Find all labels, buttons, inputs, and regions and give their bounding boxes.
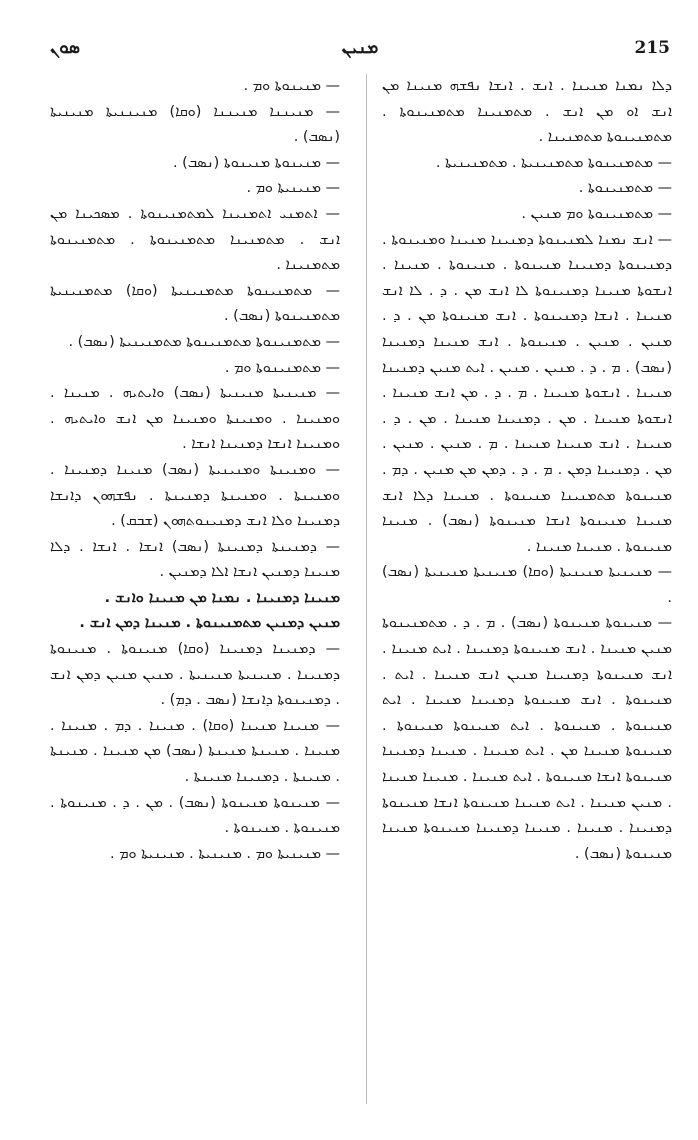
entry-paragraph: — ܡܢܝܢܐ ܡܢܝܢܐ (ܘܩܐ) . ܡܢܝܢܐ . ܕܡ . ܡܢܝܢܐ . ܡܢܝܢܐ . ܡܢܝܢܬܐ ܡܢܝܢܬܐ (ܢܣܒ) ܡܢ ܡܢܝܢܐ . ܡܢܝܢܬܐ . ܡܢܝܢܬܐ . ܕܡܢܝܢܐ ܡܢܝܢܬܐ .	[50, 717, 340, 786]
entry-paragraph: ܕܠܐ ܢܡܢܐ ܡܢܝܢܐ . ܐܢܫ . ܐܢܫܐ ܢܦܫܗ ܡܢܝܢܐ ܡܢ ܐܢܫ ܐܘ ܡܢ ܐܢܫ . ܡܬܡܢܝܢܐ ܡܬܡܢܝܢܘܬܐ . ܡܬܡܢܝܢܘܬܐ ܡܬܡܢܝܢܐ .	[382, 78, 672, 146]
page-number: 215	[634, 38, 670, 58]
entry-paragraph: — ܡܢܝܢܝܬܐ ܡܢܝܢܝܬܐ (ܢܣܒ) ܘܐܝܬܝܗ . ܡܢܝܢܐ . ܘܡܢܝܢܐ . ܘܡܢܝܢܬܐ ܘܡܢܝܢܐ ܡܢ ܐܢܫ ܘܐܝܬܝܗ . ܘܡܢܝܢܐ ܐܢܫܐ ܕܡܢܝܢܐ ܐܢܫܐ .	[50, 385, 340, 453]
entry-paragraph: — ܐܬܡܢܝ ܐܬܡܢܝܢܐ ܠܡܬܡܢܝܢܘܬܐ . ܡܣܟܝܢܐ ܡܢ ܐܢܫ . ܡܬܡܢܝܢܐ ܡܬܡܢܝܢܘܬܐ . ܡܬܡܢܝܢܘܬܐ ܡܬܡܢܝܢܐ .	[50, 205, 340, 274]
entry-paragraph: — ܕܡܢܝܢܐ ܕܡܢܝܢܐ (ܘܩܐ) ܡܢܝܢܘܬܐ . ܡܢܝܢܘܬܐ ܕܡܢܝܢܐ . ܡܢܝܢܝܬܐ ܡܢܝܢܝܬܐ . ܡܢܝܢ ܡܢܝܢ ܕܡܢ ܐܢܫ . ܕܡܢܝܢܘܬܐ ܕܐܢܫܐ (ܢܣܒ . ܕܡ) .	[50, 641, 340, 709]
entry-paragraph: — ܡܢܝܢܘܬܐ ܡܢܝܢܘܬܐ (ܢܣܒ) . ܡܢ . ܕ . ܡܢܝܢܘܬܐ . ܡܢܝܢܘܬܐ . ܡܢܝܢܘܬܐ .	[50, 794, 340, 837]
left-column	[50, 74, 340, 1114]
entry-paragraph: — ܡܢܝܢܘܬܐ ܡܢܝܢܘܬܐ (ܢܣܒ) . ܡ . ܕ . ܡܬܡܢܝܢܘܬܐ ܡܢܝܢ ܡܢܝܢܐ . ܐܢܫ ܡܢܝܢܘܬܐ ܕܡܢܝܢܐ . ܐܝܬ ܡܢܝܢܐ . ܐܢܫ ܡܢܝܢܘܬܐ ܕܡܢܝܢܐ ܡܢܝܢ ܐܢܫ ܡܢܝܢܐ . ܐܝܬ . ܡܢܝܢܘܬܐ . ܐܢܫ ܡܢܝܢܘܬܐ ܕܡܢܝܢܐ ܡܢܝܢܐ . ܐܝܬ ܡܢܝܢܘܬܐ . ܡܢܝܢܘܬܐ . ܐܝܬ ܡܢܝܢܘܬܐ ܡܢܝܢܘܬܐ . ܡܢܝܢܘܬܐ ܡܢܝܢܐ ܡܢ . ܐܝܬ ܡܢܝܢܐ . ܡܢܝܢܐ ܕܡܢܝܢܐ ܡܢܝܢܘܬܐ ܐܢܫܐ ܡܢܝܢܘܬܐ . ܐܝܬ ܡܢܝܢܐ . ܡܢܝܢܐ ܡܢܝܢܐ . ܡܢܝܢ ܡܢܝܢܐ . ܐܝܬ ܡܢܝܢܐ ܡܢܝܢܘܬܐ ܐܢܫܐ ܡܢܝܢܘܬܐ ܕܡܢܝܢܐ . ܡܢܝܢܐ . ܡܢܝܢܐ ܕܡܢܝܢܐ ܡܢܝܢܘܬܐ ܡܢܝܢܐ ܡܢܝܢܘܬܐ (ܢܣܒ) .	[382, 615, 672, 862]
column-divider	[366, 74, 367, 1104]
entry-paragraph: — ܡܬܡܢܝܢܘܬܐ ܡܬܡܢܝܢܝܬܐ . ܡܬܡܢܝܢܝܬܐ .	[435, 154, 672, 171]
entry-paragraph: — ܡܬܡܢܝܢܘܬܐ ܡܬܡܢܝܢܝܬܐ (ܘܩܐ) ܡܬܡܢܝܢܝܬܐ ܡܬܡܢܝܢܘܬܐ (ܢܣܒ) .	[50, 282, 340, 325]
entry-paragraph: — ܡܢܝܢܝܬܐ ܘܡ . ܡܢܝܢܝܬܐ . ܡܢܝܢܝܬܐ ܘܡ .	[110, 845, 340, 862]
running-head-center: ܡܢܝܢ	[341, 38, 379, 58]
headword-paragraph: ܡܢܝܢܐ ܕܡܢܝܢܐ . ܢܡܢܐ ܡܢ ܡܢܝܢܐ ܘܐܢܫ .	[104, 589, 340, 606]
entry-paragraph: — ܐܢܫ ܢܡܢܐ ܠܡܢܝܢܘܬܐ ܕܡܢܝܢܐ ܡܢܝܢܐ ܘܡܢܝܢܘܬܐ . ܕܡܢܝܢܘܬܐ ܕܡܢܝܢܐ ܡܢܝܢܘܬܐ . ܡܢܝܢܘܬܐ . ܡܢܝܢܐ . ܐܢܫܘܬܐ ܡܢܝܢܐ ܕܡܢܝܢܘܬܐ ܠܐ ܐܢܫ ܡܢ . ܕ . ܠܐ ܐܢܫ ܡܢܝܢܐ . ܐܢܫܐ ܕܡܢܝܢܘܬܐ . ܐܢܫ ܡܢܝܢܘܬܐ ܡܢ . ܕ . ܡܢܝܢ . ܡܢܝܢ . ܡܢܝܢܘܬܐ . ܐܢܫ ܡܢܝܢܐ ܕܡܢܝܢܐ (ܢܣܒ) . ܡ . ܕ . ܡܢܝܢ . ܡܢܝܢ . ܐܝܬ ܡܢܝܢ ܕܡܢܝܢܐ ܡܢܝܢܐ . ܐܢܫܘܬܐ ܡܢܝܢܐ . ܡ . ܕ . ܡܢ ܐܢܫ ܡܢܝܢܐ . ܐܢܫܘܬܐ ܡܢܝܢܐ . ܡܢ . ܕܡܢܝܢܐ ܡܢܝܢܐ . ܡܢ . ܕ . ܡܢܝܢܐ . ܐܢܫ ܡܢܝܢܐ ܡܢܝܢܐ . ܡ . ܡܢܝܢ . ܡܢܝܢ . ܡܢ . ܕܡܢܝܢܐ ܕܡܢ . ܡ . ܕ . ܕܡܢ ܡܢ ܡܢܝܢ . ܕܡ . ܡܢܝܢܘܬܐ ܡܬܡܢܝܢܐ ܡܢܝܢܘܬܐ . ܡܢܝܢܐ ܕܠܐ ܐܢܫ ܡܢܝܢܐ ܡܢܝܢܘܬܐ ܐܢܫܐ ܡܢܝܢܘܬܐ (ܢܣܒ) . ܡܢܝܢܐ ܡܢܝܢܘܬܐ . ܡܢܝܢܐ ܡܢܝܢܐ .	[382, 231, 672, 555]
entry-paragraph: — ܡܢܝܢܝܬܐ ܘܡ .	[246, 180, 340, 197]
entry-paragraph: — ܡܢܝܢܝܬܐ ܡܢܝܢܝܬܐ (ܘܩܐ) ܡܢܝܢܝܬܐ ܡܢܝܢܝܬܐ (ܢܣܒ) .	[382, 564, 672, 606]
running-head-left: ܣܘܢ	[50, 38, 80, 58]
entry-paragraph: — ܕܡܢܝܢܬܐ ܕܡܢܝܢܬܐ (ܢܣܒ) ܐܢܫܐ . ܐܢܫܐ . ܕܠܐ ܡܢܝܢܐ ܕܡܢܝܢ ܐܢܫܐ ܐܠܐ ܕܡܢܝܢ .	[50, 538, 340, 581]
entry-paragraph: — ܡܢܝܢܘܬܐ ܘܡ .	[243, 78, 340, 94]
headword-paragraph: ܡܢܝܢ ܕܡܢܝܢ ܡܬܡܢܝܢܘܬܐ . ܡܢܝܢܐ ܕܡܢ ܐܢܫ .	[79, 615, 340, 632]
entry-paragraph: — ܡܬܡܢܝܢܘܬܐ ܘܡ ܡܢܝܢ .	[521, 205, 672, 222]
page-header	[50, 38, 670, 68]
entry-paragraph: — ܡܬܡܢܝܢܘܬܐ ܘܡ .	[224, 359, 340, 376]
entry-paragraph: — ܡܬܡܢܝܢܘܬܐ ܡܬܡܢܝܢܘܬܐ ܡܬܡܢܝܢܝܬܐ (ܢܣܒ) .	[68, 333, 340, 350]
entry-paragraph: — ܡܬܡܢܝܢܘܬܐ .	[578, 180, 672, 197]
entry-paragraph: — ܡܢܝܢܘܬܐ ܡܢܝܢܘܬܐ (ܢܣܒ) .	[172, 154, 340, 171]
entry-paragraph: — ܘܡܢܝܢܬܐ ܘܡܢܝܢܝܬܐ (ܢܣܒ) ܡܢܝܢܐ ܕܡܢܝܢܐ . ܘܡܢܝܢܬܐ . ܘܡܢܝܢܬܐ ܕܡܢܝܢܬܐ . ܢܦܫܗܘܢ ܕܐܢܫܐ ܕܡܢܝܢܐ ܘܠܐ ܐܢܫ ܕܡܢܝܢܘܬܗܘܢ (ܫܒܩ) .	[50, 461, 340, 530]
entry-paragraph: — ܡܢܝܢܢܐ ܡܢܝܢܢܐ (ܘܩܐ) ܡܢܝܢܢܝܬܐ ܡܢܝܢܝܬܐ (ܢܣܒ) .	[50, 103, 340, 146]
right-column	[382, 74, 672, 1114]
